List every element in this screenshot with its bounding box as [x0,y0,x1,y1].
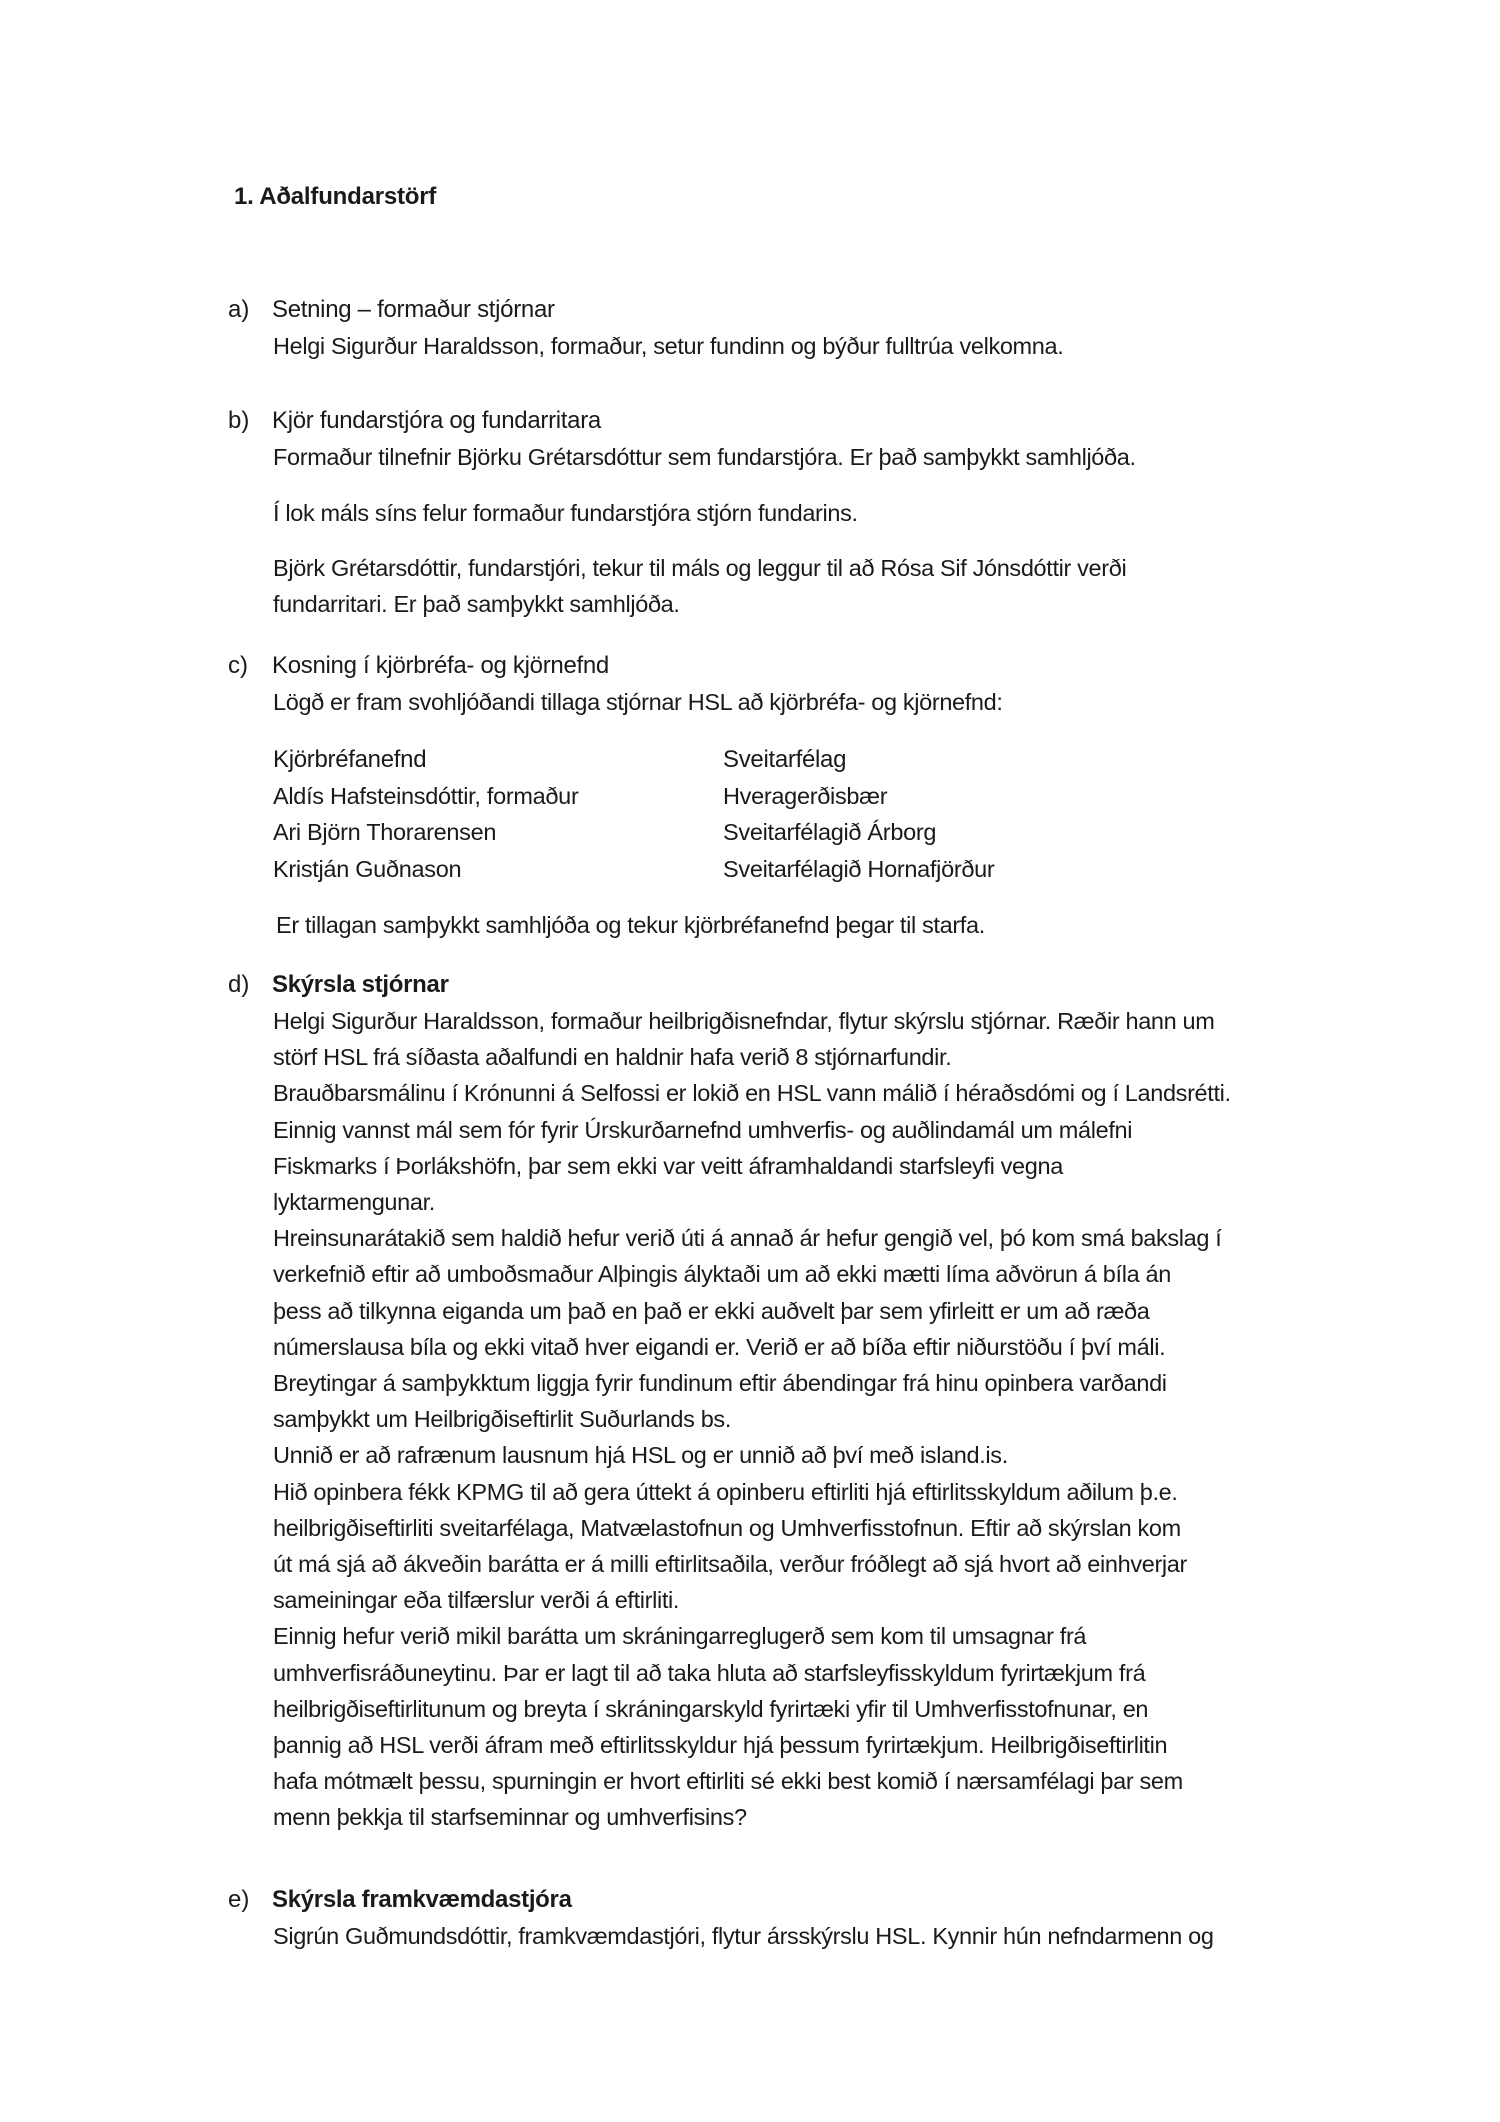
text-line: Ari Björn Thorarensen [273,819,497,846]
text-line: samþykkt um Heilbrigðiseftirlit Suðurlands bs. [273,1406,731,1433]
section-c-intro [273,684,1003,720]
text-line: heilbrigðiseftirliti sveitarfélaga, Matvælastofnun og Umhverfisstofnun. Eftir að skýrslan kom [273,1514,1181,1541]
text-line: þess að tilkynna eiganda um það en það er ekki auðvelt þar sem yfirleitt er um að ræða [273,1297,1150,1324]
text-line: Sveitarfélagið Hornafjörður [723,855,995,882]
text-line: Björk Grétarsdóttir, fundarstjóri, tekur til máls og leggur til að Rósa Sif Jónsdóttir verði [273,555,1127,581]
page-title: 1. Aðalfundarstörf [234,183,437,210]
section-title: Skýrsla stjórnar [272,971,449,998]
text-line: Formaður tilnefnir Björku Grétarsdóttur sem fundarstjóra. Er það samþykkt samhljóða. [273,444,1136,470]
text-line: Sigrún Guðmundsdóttir, framkvæmdastjóri, flytur ársskýrslu HSL. Kynnir hún nefndarmenn og [273,1923,1214,1949]
text-line: Í lok máls síns felur formaður fundarstjóra stjórn fundarins. [273,500,858,526]
section-d-body [273,1003,1231,1836]
section-title: Setning – formaður stjórnar [272,296,555,323]
text-line: Einnig vannst mál sem fór fyrir Úrskurðarnefnd umhverfis- og auðlindamál um málefni [273,1116,1133,1143]
text-line: menn þekkja til starfseminnar og umhverfisins? [273,1804,747,1831]
text-line: Einnig hefur verið mikil barátta um skráningarreglugerð sem kom til umsagnar frá [273,1623,1087,1650]
section-title: Kjör fundarstjóra og fundarritara [272,407,601,434]
municipality-header: Sveitarfélag [723,746,847,773]
text-line: út má sjá að ákveðin barátta er á milli eftirlitsaðila, verður fróðlegt að sjá hvort að einhverjar [273,1551,1187,1578]
municipality-column [723,742,994,887]
text-line: störf HSL frá síðasta aðalfundi en haldnir hafa verið 8 stjórnarfundir. [273,1044,952,1071]
text-line: sameiningar eða tilfærslur verði á eftirliti. [273,1587,680,1614]
section-letter: c) [228,652,248,679]
section-letter: b) [228,407,250,434]
section-title: Skýrsla framkvæmdastjóra [272,1886,572,1913]
text-line: Hið opinbera fékk KPMG til að gera úttekt á opinberu eftirliti hjá eftirlitsskyldum aðilum þ.e. [273,1478,1178,1505]
text-line: umhverfisráðuneytinu. Þar er lagt til að taka hluta að starfsleyfisskyldum fyrirtækjum frá [273,1659,1146,1686]
text-line: Er tillagan samþykkt samhljóða og tekur kjörbréfanefnd þegar til starfa. [276,912,985,938]
text-line: hafa mótmælt þessu, spurningin er hvort eftirliti sé ekki best komið í nærsamfélagi þar sem [273,1768,1183,1795]
text-line: Helgi Sigurður Haraldsson, formaður heilbrigðisnefndar, flytur skýrslu stjórnar. Ræðir hann um [273,1008,1215,1034]
text-line: Unnið er að rafrænum lausnum hjá HSL og er unnið að því með island.is. [273,1442,1008,1469]
section-b-paragraph-1 [273,439,1136,475]
text-line: Fiskmarks í Þorlákshöfn, þar sem ekki var veitt áframhaldandi starfsleyfi vegna [273,1152,1063,1179]
section-e-body [273,1918,1214,1954]
section-title: Kosning í kjörbréfa- og kjörnefnd [272,652,609,679]
text-line: Breytingar á samþykktum liggja fyrir fundinum eftir ábendingar frá hinu opinbera varðandi [273,1370,1167,1397]
section-b-paragraph-2 [273,495,858,531]
text-line: Kristján Guðnason [273,855,462,882]
text-line: fundarritari. Er það samþykkt samhljóða. [273,591,680,618]
text-line: verkefnið eftir að umboðsmaður Alþingis ályktaði um að ekki mætti líma aðvörun á bíla án [273,1261,1171,1288]
text-line: heilbrigðiseftirlitunum og breyta í skráningarskyld fyrirtæki yfir til Umhverfisstofnunar, en [273,1695,1149,1722]
text-line: Brauðbarsmálinu í Krónunni á Selfossi er lokið en HSL vann málið í héraðsdómi og í Landsrétti. [273,1080,1231,1107]
text-line: Hveragerðisbær [723,783,888,810]
text-line: númerslausa bíla og ekki vitað hver eigandi er. Verið er að bíða eftir niðurstöðu í því máli. [273,1333,1166,1360]
section-b-paragraph-3 [273,550,1126,622]
committee-column [273,742,578,887]
section-a-body [273,328,1063,364]
text-line: Hreinsunarátakið sem haldið hefur verið úti á annað ár hefur gengið vel, þó kom smá bakslag í [273,1225,1222,1252]
text-line: lyktarmengunar. [273,1189,435,1216]
text-line: Aldís Hafsteinsdóttir, formaður [273,783,579,810]
municipality-list [723,778,994,887]
text-line: Lögð er fram svohljóðandi tillaga stjórnar HSL að kjörbréfa- og kjörnefnd: [273,689,1003,715]
committee-header: Kjörbréfanefnd [273,746,427,773]
text-line: þannig að HSL verði áfram með eftirlitsskyldur hjá þessum fyrirtækjum. Heilbrigðiseftirlitin [273,1732,1168,1759]
section-c-outro [276,907,985,943]
section-letter: d) [228,971,250,998]
text-line: Sveitarfélagið Árborg [723,819,937,846]
text-line: Helgi Sigurður Haraldsson, formaður, setur fundinn og býður fulltrúa velkomna. [273,333,1064,359]
committee-members [273,778,578,887]
section-letter: a) [228,296,250,323]
section-letter: e) [228,1886,250,1913]
